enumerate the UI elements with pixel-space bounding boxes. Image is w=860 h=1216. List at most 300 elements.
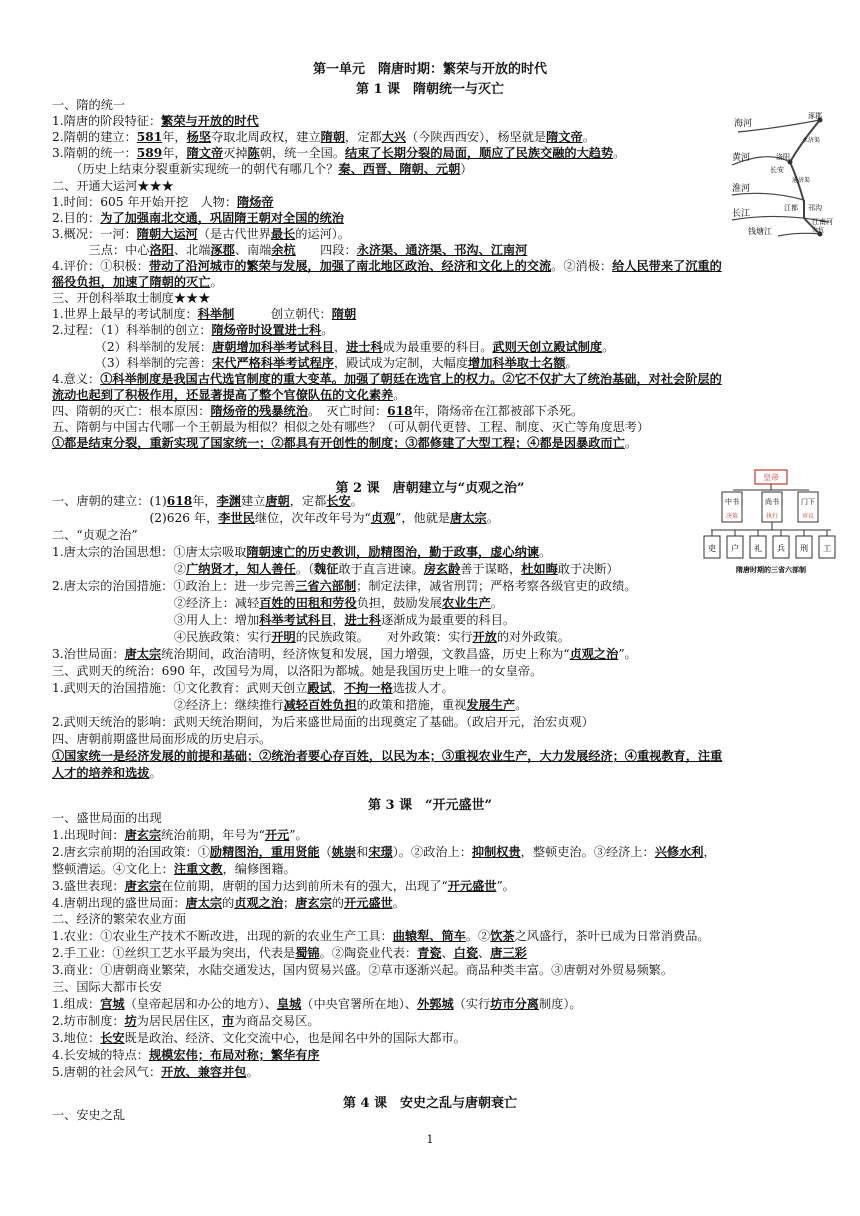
text-run: （今陕西西安），杨坚就是 (405, 130, 547, 145)
text-run: 二、经济的繁荣农业方面 (52, 912, 187, 927)
emphasized-text: 抑制权贵 (471, 844, 521, 859)
text-line (52, 946, 527, 961)
emphasized-text: 注重文教 (173, 861, 223, 876)
emphasized-text: 隋朝速亡的历史教训，励精图治，勤于政事，虚心纳谏 (246, 545, 539, 559)
text-run: 制度）。 (538, 996, 582, 1011)
text-run: ）。②政治上： (392, 844, 472, 859)
text-run: 2.坊市制度： (52, 1013, 125, 1028)
text-run: （2）科举制的发展： (52, 339, 213, 354)
text-line (52, 698, 527, 713)
text-line (52, 162, 472, 177)
text-run: ； (283, 895, 296, 910)
emphasized-text: 科举考试科目 (259, 613, 333, 627)
emphasized-text: 殿试 (307, 681, 332, 695)
text-run: 4.评价：①积极： (52, 259, 149, 273)
emphasized-text: 大兴 (381, 130, 406, 145)
emphasized-text: 唐玄宗 (124, 827, 162, 842)
emphasized-text: 广纳贤才，知人善任 (186, 562, 296, 576)
text-line (52, 114, 259, 129)
map-label: 江南河 (812, 218, 833, 226)
text-run: 在位前期，唐朝的国力达到前所未有的强大，出现了“ (161, 878, 448, 893)
text-line (52, 963, 673, 978)
text-line (52, 1048, 320, 1063)
text-run: 的民族政策。 对外政策：实行 (295, 630, 473, 644)
text-run: 。 (602, 339, 615, 354)
text-run: 为商品交易区。 (234, 1013, 320, 1028)
text-run: ② (52, 562, 187, 576)
text-run: 。 (515, 698, 528, 712)
emphasized-text: 涿郡 (210, 242, 235, 257)
text-run: 。 (486, 511, 499, 525)
text-run: 3.隋朝的统一： (52, 146, 137, 161)
text-run: ，编修图籍。 (222, 861, 296, 876)
emphasized-text: 青瓷 (417, 946, 442, 961)
text-line (52, 545, 551, 560)
map-label: 涿郡 (808, 112, 822, 120)
text-run: 、北端 (173, 242, 211, 257)
text-line (52, 146, 625, 161)
emphasized-text: 曲辕犁、筒车 (392, 929, 466, 944)
text-line (52, 879, 515, 894)
emphasized-text: 房玄龄 (423, 562, 461, 576)
emphasized-text: 长安 (326, 494, 351, 508)
emphasized-text: 武则天创立殿试制度 (492, 339, 603, 354)
text-line (52, 307, 356, 322)
emphasized-text: 姚崇 (331, 844, 357, 859)
emphasized-text: 三省六部制 (295, 579, 357, 593)
text-line (52, 528, 138, 543)
text-run: 。 (624, 436, 637, 451)
text-line (52, 259, 722, 274)
text-run: 敢于直言进谏。 (338, 562, 424, 576)
text-run: 。 (582, 130, 595, 145)
ministry-label: 刑 (800, 544, 808, 553)
text-run: 。 (210, 275, 223, 290)
dept-tag: 决策 (725, 513, 739, 520)
text-run: 创立朝代： (234, 307, 332, 322)
text-line (52, 664, 542, 679)
page-number: 1 (426, 1133, 434, 1146)
text-run: ”。 (496, 878, 515, 893)
emphasized-text: ①国家统一是经济发展的前提和基础；②统治者要心存百姓，以民为本；③重视农业生产，大力发展经济；④重视教育，注重 (52, 749, 723, 763)
map-label: 钱塘江 (748, 227, 772, 236)
text-line (52, 436, 637, 451)
map-label: 海河 (734, 119, 753, 129)
text-run: 、 (478, 946, 491, 961)
ministry-label: 工 (823, 544, 831, 553)
emphasized-text: 结束了长期分裂的局面，顺应了民族交融的大趋势 (345, 146, 614, 161)
text-run: 的运河）。 (295, 226, 351, 241)
emphasized-text: 人才的培养和选拔 (52, 766, 150, 780)
emperor-label: 皇帝 (763, 473, 779, 482)
text-line (52, 372, 722, 387)
emphasized-text: 发展生产 (466, 698, 516, 712)
text-run: 夺取北周政权，建立 (210, 130, 321, 145)
text-run: 的 (222, 895, 235, 910)
emphasized-text: 唐太宗 (185, 895, 223, 910)
ministry-label: 礼 (754, 544, 762, 553)
text-run: ，定都 (289, 494, 327, 508)
text-run: 1.武则天的治国措施：①文化教育：武则天创立 (52, 681, 308, 695)
emphasized-text: 开放、兼容并包 (161, 1064, 247, 1079)
text-run: ②经济上：继续推行 (52, 698, 284, 712)
text-run: 三、国际大都市长安 (52, 980, 162, 994)
ministry-label: 户 (731, 544, 739, 553)
emphasized-text: 隋朝 (320, 130, 346, 145)
text-line (52, 275, 223, 290)
text-line (52, 828, 308, 843)
text-line (52, 630, 570, 645)
emphasized-text: 给人民带来了沉重的 (612, 259, 722, 273)
text-run: 1.组成： (52, 996, 101, 1011)
text-run: ） (460, 162, 473, 177)
text-run: 。② (465, 929, 491, 944)
text-run: 既是政治、经济、文化交流中心，也是闻名中外的国际大都市。 (124, 1030, 466, 1045)
text-run: 4.长安城的特点： (52, 1047, 149, 1062)
text-run: （历史上结束分裂重新实现统一的朝代有哪几个？ (52, 162, 339, 177)
unit-title: 第一单元 隋唐时期：繁荣与开放的时代 (312, 62, 547, 77)
text-line (52, 291, 210, 306)
emphasized-text: 减轻百姓负担 (283, 698, 357, 712)
lesson3-title: 第 3 课 “开元盛世” (367, 798, 493, 813)
text-run: 灭掉 (223, 146, 248, 161)
text-line (52, 596, 503, 611)
emphasized-text: ①科举制度是我国古代选官制度的重大变革。加强了朝廷在选官上的权力。②它不仅扩大了统治基础，对社会阶层的 (100, 371, 722, 386)
text-run: 二、“贞观之治” (52, 528, 138, 542)
text-run: 一、安史之乱 (52, 1108, 126, 1122)
emphasized-text: 李渊 (216, 494, 241, 508)
text-run: 善于谋略， (460, 562, 522, 576)
text-run: 。 (392, 895, 405, 910)
text-line (52, 356, 578, 371)
text-run: 3.盛世表现： (52, 878, 125, 893)
text-line (52, 647, 637, 662)
text-line (52, 997, 582, 1012)
dept-label: 中书 (725, 498, 739, 506)
emphasized-text: 589 (136, 146, 163, 161)
emphasized-text: 白瓷 (453, 946, 479, 961)
text-run: ， (331, 681, 344, 695)
emphasized-text: 宋璟 (368, 844, 393, 859)
map-label: 通济渠 (792, 177, 811, 184)
text-line (52, 1108, 125, 1123)
text-run: 年， (162, 130, 187, 145)
text-run: 5.唐朝的社会风气： (52, 1064, 162, 1079)
emphasized-text: 为了加强南北交通，巩固隋王朝对全国的统治 (100, 210, 344, 225)
text-run: 、南端 (234, 242, 272, 257)
text-run: （实行 (453, 996, 491, 1011)
emphasized-text: 隋朝大运河 (136, 226, 198, 241)
emphasized-text: 饮茶 (490, 929, 515, 944)
text-run: 。 (321, 323, 334, 338)
emphasized-text: 隋炀帝 (237, 194, 274, 209)
text-line (52, 562, 619, 577)
emphasized-text: 增加科举取士名额 (468, 355, 566, 370)
sansheng-liubu-diagram (700, 468, 842, 576)
emphasized-text: 永济渠、通济渠、邗沟、江南河 (356, 242, 528, 257)
emphasized-text: 陈 (247, 146, 260, 161)
text-run: （是古代世界 (197, 226, 271, 241)
text-run: 2.武则天统治的影响：武则天统治期间，为后来盛世局面的出现奠定了基础。（政启开元，治宏贞观） (52, 715, 594, 729)
text-run: 。 (538, 545, 552, 559)
map-label: 余杭 (812, 227, 825, 234)
map-label: 黄河 (732, 153, 751, 163)
ministry-label: 吏 (708, 544, 716, 553)
map-label: 邗沟 (808, 204, 822, 212)
emphasized-text: 唐太宗 (124, 647, 162, 661)
text-line (52, 511, 499, 526)
text-run: 。②陶瓷业代表： (319, 946, 418, 961)
emphasized-text: 进士科 (346, 339, 383, 354)
text-run: 之风盛行，茶叶已成为日常消费品。 (514, 929, 710, 944)
text-run: 1.世界上最早的考试制度： (52, 307, 198, 322)
text-run: 年， (162, 146, 187, 161)
text-line (52, 732, 271, 747)
text-line (52, 1065, 259, 1080)
text-run: 2.唐玄宗前期的治国政策：① (52, 844, 210, 859)
text-run: ， (332, 613, 345, 627)
dept-label: 门下 (801, 498, 815, 506)
text-run: （中央官署所在地）、 (301, 996, 418, 1011)
text-run: 负担，鼓励发展 (356, 596, 442, 610)
emphasized-text: 李世民 (218, 511, 255, 525)
emphasized-text: 开元 (264, 827, 290, 842)
text-run: 的 (331, 895, 344, 910)
text-run: 敢于决断） (557, 562, 619, 576)
emphasized-text: 隋文帝 (546, 130, 583, 145)
text-line (52, 211, 344, 226)
text-run: 2.隋朝的建立： (52, 130, 137, 145)
emphasized-text: 贞观之治 (234, 895, 284, 910)
emphasized-text: 洛阳 (149, 242, 174, 257)
text-run: 选拔人才。 (392, 681, 454, 695)
text-run: 2.过程：（1）科举制的创立： (52, 323, 212, 338)
text-line (52, 681, 454, 696)
dept-tag: 审议 (801, 513, 815, 520)
text-run: 。 (565, 355, 578, 370)
emphasized-text: 繁荣与开放的时代 (161, 114, 259, 129)
text-run: 。 (613, 146, 626, 161)
text-run: 。 (246, 1064, 259, 1079)
text-run: 3.商业：①唐朝商业繁荣，水陆交通发达，国内贸易兴盛。②草市逐渐兴起。商品种类丰富。③唐朝对外贸易频繁。 (52, 963, 674, 978)
emphasized-text: 市 (222, 1013, 235, 1028)
emphasized-text: 流动也起到了积极作用，还显著提高了整个官僚队伍的文化素养 (52, 387, 394, 402)
text-run: 三、武则天的统治：690 年，改国号为周，以洛阳为都城。她是我国历史上唯一的女皇帝。 (52, 664, 543, 678)
emphasized-text: 618 (387, 403, 413, 418)
text-line (52, 749, 722, 764)
emphasized-text: 进士科 (344, 613, 382, 627)
text-run: 1.隋唐的阶段特征： (52, 114, 162, 129)
emphasized-text: 唐三彩 (490, 946, 527, 961)
text-run: 1.出现时间： (52, 827, 125, 842)
text-run: 。 (490, 596, 503, 610)
text-run: 3.治世局面： (52, 647, 125, 661)
text-line (52, 494, 363, 509)
emphasized-text: 励精图治，重用贤能 (209, 844, 320, 859)
text-run: 年，隋炀帝在江都被部下杀死。 (412, 403, 584, 418)
emphasized-text: 蜀锦 (295, 946, 320, 961)
text-line (52, 929, 710, 944)
emphasized-text: 618 (166, 494, 193, 508)
emphasized-text: 皇城 (276, 996, 302, 1011)
text-run: 一、盛世局面的出现 (52, 811, 162, 825)
text-line (52, 862, 296, 877)
text-run: （皇帝起居和办公的地方）、 (124, 996, 277, 1011)
emphasized-text: 坊市分离 (490, 996, 539, 1011)
text-run: 三、开创科举取士制度★★★ (52, 291, 211, 306)
text-line (52, 579, 636, 594)
text-run: 3.概况：一河： (52, 226, 137, 241)
text-run: 4.意义： (52, 371, 101, 386)
text-run: 成为最重要的科目。 (382, 339, 493, 354)
diagram-caption: 隋唐时期的三省六部制 (736, 565, 806, 574)
emphasized-text: 隋文帝 (186, 146, 224, 161)
text-line (52, 98, 125, 113)
text-line (52, 715, 594, 730)
text-run: 2.唐太宗的治国措施：①政治上：进一步完善 (52, 579, 296, 593)
text-run: ，殿试成为定制，大幅度 (333, 355, 469, 370)
text-run: 统治前期，年号为“ (161, 827, 265, 842)
emphasized-text: 农业生产 (442, 596, 491, 610)
map-label: 洛阳 (776, 153, 790, 161)
map-label: 淮河 (732, 184, 751, 194)
text-line (52, 404, 583, 419)
emphasized-text: 开放 (472, 630, 497, 644)
emphasized-text: 最长 (270, 226, 296, 241)
text-run: 继位，次年改年号为“ (254, 511, 371, 525)
text-run: ③用人上：增加 (52, 613, 260, 627)
text-run: (2)626 年， (52, 511, 219, 525)
text-run: 、 (441, 946, 454, 961)
text-line (52, 1014, 320, 1029)
map-label: 长江 (732, 209, 751, 219)
text-run: 四段： (295, 242, 357, 257)
emphasized-text: 宫城 (100, 996, 125, 1011)
emphasized-text: 开元盛世 (447, 878, 497, 893)
emphasized-text: 带动了沿河城市的繁荣与发展，加强了南北地区政治、经济和文化上的交流 (148, 259, 552, 273)
emphasized-text: 杜如晦 (521, 562, 558, 576)
text-run: ， (333, 339, 347, 354)
text-run: ②经济上：减轻 (52, 596, 260, 610)
text-run: 。 (149, 766, 162, 780)
text-line (52, 243, 527, 258)
lesson1-title: 第 1 课 隋朝统一与灭亡 (355, 82, 505, 97)
text-run: 整顿漕运。④文化上： (52, 861, 174, 876)
text-run: 逐渐成为最重要的科目。 (381, 613, 516, 627)
emphasized-text: 坊 (124, 1013, 137, 1028)
text-run: （ (319, 844, 332, 859)
text-run: ”，他就是 (395, 511, 451, 525)
emphasized-text: 科举制 (197, 307, 235, 322)
emphasized-text: 余杭 (271, 242, 296, 257)
emphasized-text: 隋朝 (331, 307, 357, 322)
text-run: 四、唐朝前期盛世局面形成的历史启示。 (52, 732, 272, 746)
text-line (52, 179, 174, 194)
text-run: 1.时间：605 年开始开挖 人物： (52, 194, 238, 209)
emphasized-text: 魏征 (314, 562, 339, 576)
text-line (52, 613, 515, 628)
text-line (52, 766, 162, 781)
text-run: 2.手工业：①丝织工艺水平最为突出，代表是 (52, 946, 296, 961)
emphasized-text: 唐朝增加科举考试科目 (212, 339, 334, 354)
text-run: 一、唐朝的建立：(1) (52, 494, 167, 508)
text-line (52, 195, 274, 210)
emphasized-text: 唐朝 (265, 494, 290, 508)
text-run: 。 (350, 494, 363, 508)
emphasized-text: 外郭城 (417, 996, 454, 1011)
map-label: 江都 (784, 204, 798, 212)
text-run: ；制定法律，减省刑罚；严格考察各级官吏的政绩。 (356, 579, 637, 593)
text-line (52, 980, 162, 995)
emphasized-text: 长安 (100, 1030, 125, 1045)
text-run: 建立 (240, 494, 266, 508)
emphasized-text: ①都是结束分裂，重新实现了国家统一；②都具有开创性的制度；③都修建了大型工程；④都是因暴政而亡 (52, 436, 625, 451)
emphasized-text: 杨坚 (186, 130, 211, 145)
text-run: ，整顿吏治。③经济上： (520, 844, 655, 859)
dept-tag: 执行 (765, 513, 779, 520)
text-run: ④民族政策：实行 (52, 630, 272, 644)
emphasized-text: 唐太宗 (450, 511, 487, 525)
text-run: ”。 (289, 827, 308, 842)
emphasized-text: 规模宏伟；布局对称；繁华有序 (148, 1047, 320, 1062)
emphasized-text: 隋炀帝的残暴统治 (210, 403, 308, 418)
grand-canal-map (728, 110, 836, 238)
emphasized-text: 宋代严格科举考试程序 (212, 355, 334, 370)
text-line (52, 811, 162, 826)
text-run: 。 灭亡时间： (307, 403, 388, 418)
text-line (52, 130, 595, 145)
text-line (52, 323, 333, 338)
emphasized-text: 开明 (271, 630, 296, 644)
text-run: ”。 (618, 647, 637, 661)
text-run: 五、隋朝与中国古代哪一个王朝最为相似？相似之处有哪些？（可从朝代更替、工程、制度、灭亡等角度思考） (52, 420, 650, 434)
emphasized-text: 贞观 (370, 511, 396, 525)
text-run: 朝，统一全国。 (259, 146, 346, 161)
text-run: 年， (192, 494, 217, 508)
emphasized-text: 秦、西晋、隋朝、元朝 (338, 162, 461, 177)
text-line (52, 845, 716, 860)
lesson2-title: 第 2 课 唐朝建立与“贞观之治” (335, 481, 525, 496)
ministry-label: 兵 (777, 544, 785, 553)
map-label: 永济渠 (802, 137, 821, 144)
text-line (52, 340, 614, 355)
map-label: 长安 (770, 166, 784, 174)
text-run: ，定都 (345, 130, 382, 145)
emphasized-text: 百姓的田租和劳役 (259, 596, 357, 610)
text-line (52, 1031, 466, 1046)
text-line (52, 912, 186, 927)
emphasized-text: 兴修水利 (654, 844, 704, 859)
text-run: ， (703, 844, 716, 859)
emphasized-text: 不拘一格 (343, 681, 393, 695)
text-run: 一、隋的统一 (52, 98, 126, 112)
text-run: 四、隋朝的灭亡：根本原因： (52, 403, 211, 418)
text-run: 。 (393, 387, 406, 402)
text-run: 2.目的： (52, 210, 101, 225)
text-run: （3）科举制的完善： (52, 355, 213, 370)
text-run: 为居民居住区， (136, 1013, 223, 1028)
emphasized-text: 581 (136, 130, 163, 145)
emphasized-text: 隋炀帝时设置进士科 (211, 323, 322, 338)
text-run: 4.唐朝出现的盛世局面： (52, 895, 186, 910)
text-run: 和 (356, 844, 369, 859)
text-run: 。②消极： (551, 259, 613, 273)
emphasized-text: 徭役负担，加速了隋朝的灭亡 (52, 275, 211, 290)
text-run: 1.唐太宗的治国思想：①唐太宗吸取 (52, 545, 247, 559)
text-run: 二、开通大运河★★★ (52, 178, 174, 193)
text-run: 3.地位： (52, 1030, 101, 1045)
text-line (52, 227, 350, 242)
